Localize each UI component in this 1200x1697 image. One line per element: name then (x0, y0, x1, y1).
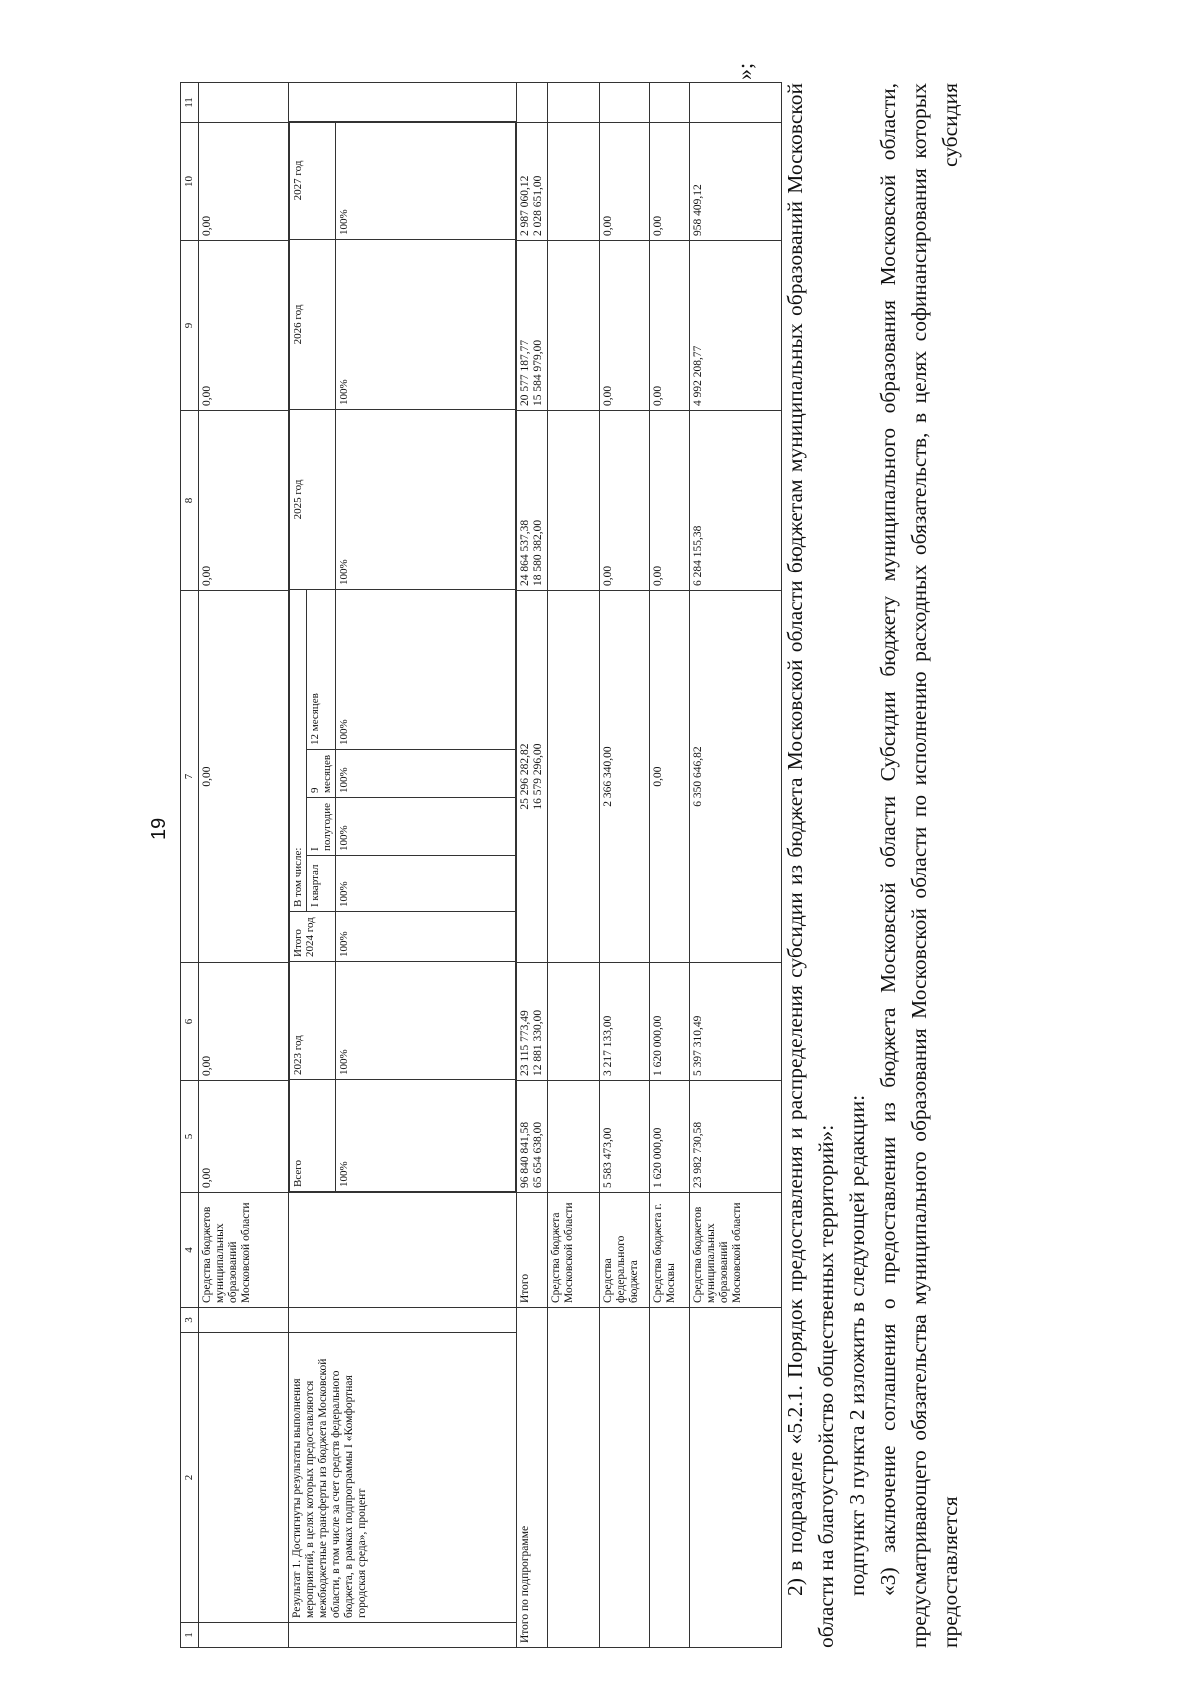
body-text (780, 83, 966, 1648)
col-number: 4 (181, 1193, 199, 1308)
value-cell: 24 864 537,38 18 580 382,00 (517, 411, 548, 591)
value-2025: 100% (336, 409, 516, 589)
value-cell: 2 987 060,12 2 028 651,00 (517, 123, 548, 241)
rotated-page-content (20, 18, 1100, 1678)
value-cell: 0,00 (650, 591, 690, 963)
result-values-block (289, 123, 517, 1193)
result-description: Результат 1. Достигнуты результаты выполнения мероприятий, в целях которых предоставляются межбюджетные трансферты из бюджета Московской области, в том числе за счет средств федерального бюджета, в рамках подпрограммы I «Комфортная городская среда», процент (289, 1333, 517, 1623)
value-cell: 5 583 473,00 (600, 1081, 650, 1193)
value-cell: 0,00 (199, 123, 289, 241)
closing-quote: »; (732, 62, 757, 80)
header-itogo-2024: Итого 2024 год (290, 912, 336, 962)
subprogram-total-row (517, 83, 548, 1648)
municipal-funds-row (199, 83, 289, 1648)
value-cell: 0,00 (600, 411, 650, 591)
funding-source-cell: Средства бюджетов муниципальных образований Московской области (690, 1193, 782, 1308)
value-cell: 958 409,12 (690, 123, 782, 241)
col-number: 9 (181, 241, 199, 411)
header-total: Всего (290, 1080, 336, 1192)
municipal-budgets-row (690, 83, 782, 1648)
value-cell: 4 992 208,77 (690, 241, 782, 411)
value-cell: 6 284 155,38 (690, 411, 782, 591)
col-number: 10 (181, 123, 199, 241)
col-number: 6 (181, 963, 199, 1081)
funding-source-cell: Средства бюджетов муниципальных образований Московской области (199, 1193, 289, 1308)
value-cell: 96 840 841,58 65 654 638,00 (517, 1081, 548, 1193)
value-2023: 100% (336, 962, 516, 1080)
subprogram-table (180, 82, 782, 1648)
funding-source-cell: Средства бюджета г. Москвы (650, 1193, 690, 1308)
paragraph-agreement: «3) заключение соглашения о предоставлении из бюджета Московской области Субсидии бюджету муниципального образования Московской области, предусматривающего обязательства муниципального образования Московской области по исполнению расходных обязательств, в целях софинансирования которых предоставляется субсидия (876, 83, 962, 1648)
column-number-row (181, 83, 199, 1648)
moscow-budget-row (650, 83, 690, 1648)
col-number: 3 (181, 1308, 199, 1333)
col-number: 2 (181, 1333, 199, 1623)
value-cell: 0,00 (650, 123, 690, 241)
value-12-months: 100% (336, 589, 516, 749)
value-cell: 23 115 773,49 12 881 330,00 (517, 963, 548, 1081)
value-cell: 0,00 (600, 241, 650, 411)
col-number: 7 (181, 591, 199, 963)
result-row (289, 83, 517, 1648)
funding-source-cell: Средства федерального бюджета (600, 1193, 650, 1308)
header-2023: 2023 год (290, 962, 336, 1080)
paragraph-subsection: 2) в подразделе «5.2.1. Порядок предоставления и распределения субсидии из бюджета Московской области бюджетам муниципальных образований Московской области на благоустройство общественных территорий»: (783, 83, 838, 1648)
value-cell: 2 366 340,00 (600, 591, 650, 963)
funding-source-cell: Средства бюджета Московской области (548, 1193, 600, 1308)
col-number: 5 (181, 1081, 199, 1193)
result-values-grid (289, 121, 516, 1192)
value-cell: 0,00 (199, 591, 289, 963)
value-cell: 0,00 (650, 411, 690, 591)
funding-source-cell: Итого (517, 1193, 548, 1308)
value-2026: 100% (336, 239, 516, 409)
header-h1: I полугодие (307, 798, 336, 856)
value-cell: 1 620 000,00 (650, 963, 690, 1081)
federal-budget-row (600, 83, 650, 1648)
header-in-that-number: В том числе: (290, 589, 307, 911)
value-cell: 0,00 (199, 963, 289, 1081)
header-9-months: 9 месяцев (307, 750, 336, 798)
paragraph-subpoint: подпункт 3 пункта 2 изложить в следующей редакции: (845, 1094, 869, 1596)
header-q1: I квартал (307, 856, 336, 912)
value-cell: 25 296 282,82 16 579 296,00 (517, 591, 548, 963)
value-cell: 1 620 000,00 (650, 1081, 690, 1193)
value-cell: 23 982 730,58 (690, 1081, 782, 1193)
header-12-months: 12 месяцев (307, 589, 336, 749)
subprogram-label: Итого по подпрограмме (517, 1308, 548, 1648)
value-cell: 6 350 646,82 (690, 591, 782, 963)
header-2026: 2026 год (290, 239, 336, 409)
page-number: 19 (148, 817, 170, 840)
header-2025: 2025 год (290, 409, 336, 589)
col-number: 11 (181, 83, 199, 123)
value-q1: 100% (336, 856, 516, 912)
value-2027: 100% (336, 121, 516, 239)
regional-budget-row (548, 83, 600, 1648)
value-cell: 0,00 (650, 241, 690, 411)
value-cell: 20 577 187,77 15 584 979,00 (517, 241, 548, 411)
value-9-months: 100% (336, 750, 516, 798)
col-number: 1 (181, 1623, 199, 1648)
header-2027: 2027 год (290, 121, 336, 239)
col-number: 8 (181, 411, 199, 591)
value-cell: 0,00 (600, 123, 650, 241)
value-cell: 5 397 310,49 (690, 963, 782, 1081)
value-cell: 0,00 (199, 241, 289, 411)
value-h1: 100% (336, 798, 516, 856)
value-cell: 0,00 (199, 411, 289, 591)
value-itogo-2024: 100% (336, 912, 516, 962)
value-total: 100% (336, 1080, 516, 1192)
value-cell: 3 217 133,00 (600, 963, 650, 1081)
value-cell: 0,00 (199, 1081, 289, 1193)
